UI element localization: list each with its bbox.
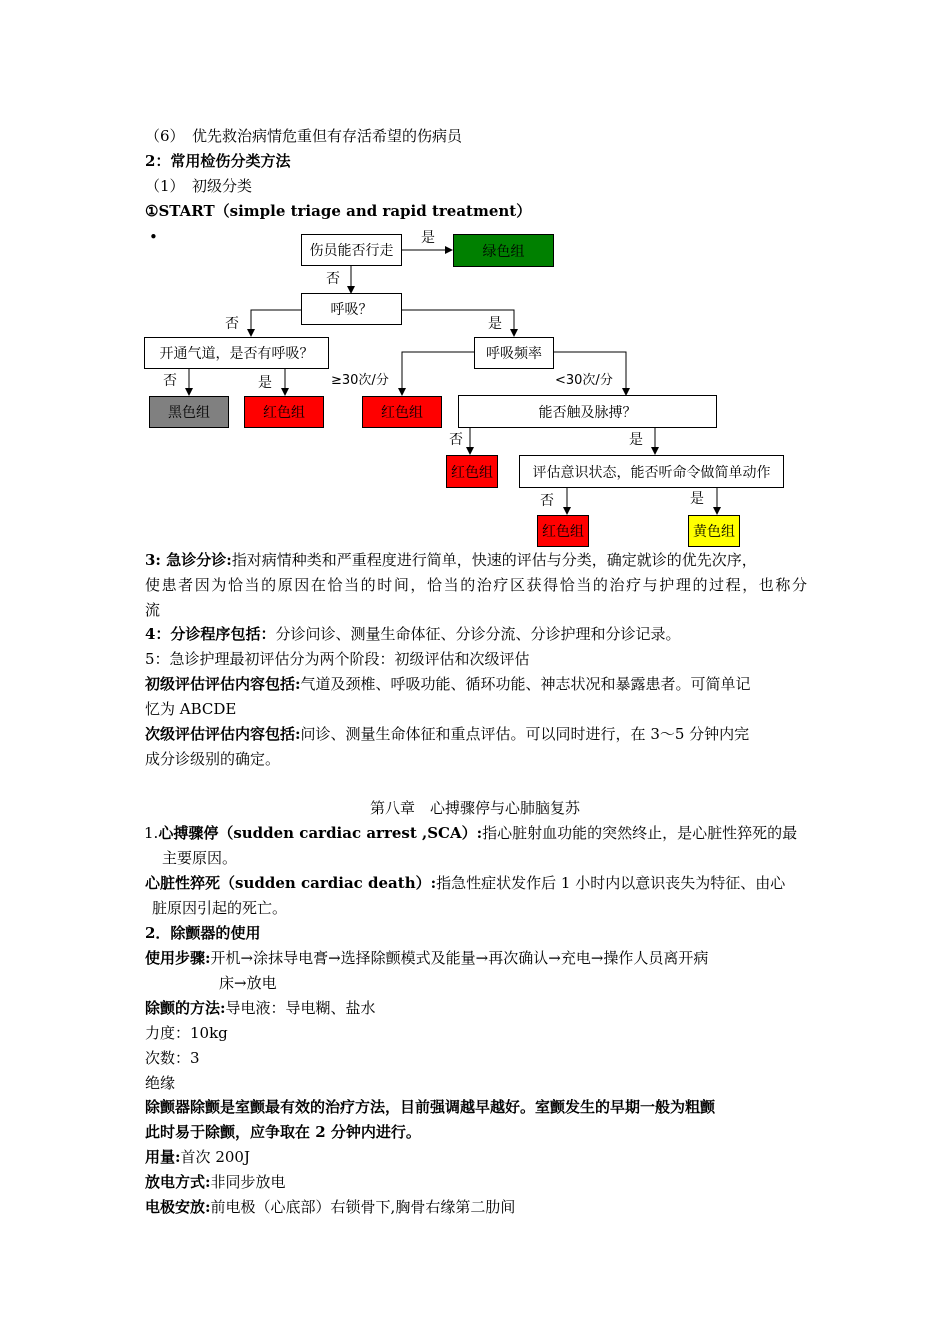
scd-label: 心脏性猝死（sudden cardiac death）: bbox=[145, 874, 437, 892]
breathing-box bbox=[301, 293, 402, 325]
red-group-label-3: 红色组 bbox=[451, 464, 493, 481]
consciousness-label: 评估意识状态，能否听命令做简单动作 bbox=[532, 464, 771, 481]
triage-procedure-text: 分诊问诊、测量生命体征、分诊分流、分诊护理和分诊记录。 bbox=[275, 625, 681, 643]
defib-method-para bbox=[145, 998, 376, 1018]
insulation-line: 绝缘 bbox=[145, 1074, 176, 1092]
no-label-walk: 否 bbox=[326, 271, 340, 287]
usage-steps-line2: 床→放电 bbox=[219, 974, 277, 992]
red-group-label-1: 红色组 bbox=[263, 405, 305, 421]
item-6: （6） 优先救治病情危重但有存活希望的伤病员 bbox=[145, 127, 463, 145]
times-line: 次数：3 bbox=[145, 1049, 200, 1067]
ge30-label: ≥30次/分 bbox=[331, 373, 389, 388]
red-group-label-2: 红色组 bbox=[381, 405, 423, 421]
black-group-label: 黑色组 bbox=[168, 405, 210, 421]
triage-procedure-para bbox=[145, 624, 680, 644]
red-group-box-1 bbox=[244, 396, 324, 428]
no-label-airway: 否 bbox=[163, 373, 177, 389]
electrode-text: 前电极（心底部）右锁骨下,胸骨右缘第二肋间 bbox=[210, 1198, 516, 1216]
defib-method-text: 导电液：导电糊、盐水 bbox=[225, 999, 376, 1017]
defib-note-line2: 此时易于除颤，应争取在 2 分钟内进行。 bbox=[145, 1123, 421, 1141]
green-group-label: 绿色组 bbox=[482, 243, 525, 260]
discharge-text: 非同步放电 bbox=[210, 1173, 286, 1191]
primary-assessment-para bbox=[145, 674, 751, 694]
sub-primary-triage: （1） 初级分类 bbox=[145, 177, 253, 195]
start-heading: ①START（simple triage and rapid treatment） bbox=[145, 202, 532, 220]
discharge-label: 放电方式: bbox=[145, 1173, 211, 1191]
scd-para bbox=[145, 873, 785, 893]
sca-text: 指心脏射血功能的突然终止，是心脏性猝死的最 bbox=[482, 824, 798, 842]
red-group-box-2 bbox=[362, 396, 442, 428]
yes-label-walk: 是 bbox=[421, 230, 435, 246]
green-group-box bbox=[453, 234, 554, 267]
yellow-group-label: 黄色组 bbox=[693, 524, 735, 540]
yes-label-consciousness: 是 bbox=[690, 491, 704, 507]
electrode-para bbox=[145, 1197, 515, 1217]
electrode-label: 电极安放: bbox=[145, 1198, 211, 1216]
lt30-label: <30次/分 bbox=[555, 373, 613, 388]
secondary-assessment-para bbox=[145, 724, 749, 744]
primary-assessment-text: 气道及颈椎、呼吸功能、循环功能、神志状况和暴露患者。可简单记 bbox=[300, 675, 751, 693]
red-group-box-4 bbox=[537, 515, 589, 547]
usage-steps-label: 使用步骤: bbox=[145, 949, 211, 967]
primary-assessment-line2: 忆为 ABCDE bbox=[145, 700, 237, 718]
sca-para bbox=[144, 823, 797, 843]
discharge-para bbox=[145, 1172, 286, 1192]
yes-label-pulse: 是 bbox=[629, 432, 643, 448]
yes-label-airway: 是 bbox=[258, 375, 272, 391]
triage-procedure-label: 4：分诊程序包括： bbox=[145, 625, 276, 643]
sca-line2: 主要原因。 bbox=[162, 849, 238, 867]
emergency-triage-line3: 流 bbox=[145, 601, 161, 619]
pulse-box bbox=[458, 395, 717, 428]
resp-rate-label: 呼吸频率 bbox=[486, 346, 542, 362]
emergency-triage-line2: 使患者因为恰当的原因在恰当的时间，恰当的治疗区获得恰当的治疗与护理的过程，也称分 bbox=[145, 576, 807, 594]
defib-heading: 2．除颤器的使用 bbox=[145, 924, 261, 942]
no-label-consciousness: 否 bbox=[540, 493, 554, 509]
open-airway-box bbox=[144, 337, 329, 369]
defib-method-label: 除颤的方法: bbox=[145, 999, 226, 1017]
emergency-triage-para bbox=[145, 550, 757, 570]
red-group-box-3 bbox=[446, 455, 498, 488]
dose-para bbox=[145, 1147, 250, 1167]
dose-text: 首次 200J bbox=[180, 1148, 250, 1166]
usage-steps-para bbox=[145, 948, 708, 968]
primary-assessment-label: 初级评估评估内容包括: bbox=[145, 675, 301, 693]
sca-label: 心搏骤停（sudden cardiac arrest ,SCA）: bbox=[158, 824, 483, 842]
heading-triage-methods: 2：常用检伤分类方法 bbox=[145, 152, 291, 170]
sca-number: 1. bbox=[144, 824, 159, 842]
scd-line2: 脏原因引起的死亡。 bbox=[152, 899, 288, 917]
consciousness-box bbox=[519, 455, 784, 488]
secondary-assessment-line2: 成分诊级别的确定。 bbox=[145, 750, 281, 768]
emergency-triage-label: 3: 急诊分诊: bbox=[145, 551, 232, 569]
no-label-breath: 否 bbox=[225, 316, 239, 332]
bullet: • bbox=[149, 228, 158, 246]
yes-label-breath: 是 bbox=[488, 316, 502, 332]
secondary-assessment-text: 问诊、测量生命体征和重点评估。可以同时进行，在 3～5 分钟内完 bbox=[300, 725, 750, 743]
scd-text: 指急性症状发作后 1 小时内以意识丧失为特征、由心 bbox=[436, 874, 786, 892]
open-airway-label: 开通气道，是否有呼吸？ bbox=[159, 346, 314, 362]
black-group-box bbox=[149, 396, 229, 428]
start-triage-flowchart bbox=[0, 0, 950, 560]
breathing-label: 呼吸？ bbox=[330, 302, 373, 318]
emergency-triage-text: 指对病情种类和严重程度进行简单，快速的评估与分类，确定就诊的优先次序， bbox=[231, 551, 757, 569]
resp-rate-box bbox=[474, 337, 554, 369]
red-group-label-4: 红色组 bbox=[542, 524, 584, 540]
secondary-assessment-label: 次级评估评估内容包括: bbox=[145, 725, 301, 743]
defib-note-line1: 除颤器除颤是室颤最有效的治疗方法，目前强调越早越好。室颤发生的早期一般为粗颤 bbox=[145, 1098, 716, 1116]
can-walk-box bbox=[301, 234, 402, 266]
dose-label: 用量: bbox=[145, 1148, 181, 1166]
chapter-title: 第八章 心搏骤停与心肺脑复苏 bbox=[369, 799, 580, 817]
force-line: 力度：10kg bbox=[145, 1024, 228, 1042]
usage-steps-text: 开机→涂抹导电膏→选择除颤模式及能量→再次确认→充电→操作人员离开病 bbox=[210, 949, 709, 967]
can-walk-label: 伤员能否行走 bbox=[309, 243, 394, 259]
no-label-pulse: 否 bbox=[449, 432, 463, 448]
yellow-group-box bbox=[688, 515, 740, 547]
pulse-label: 能否触及脉搏？ bbox=[538, 404, 637, 421]
assessment-stages: 5：急诊护理最初评估分为两个阶段：初级评估和次级评估 bbox=[145, 650, 530, 668]
